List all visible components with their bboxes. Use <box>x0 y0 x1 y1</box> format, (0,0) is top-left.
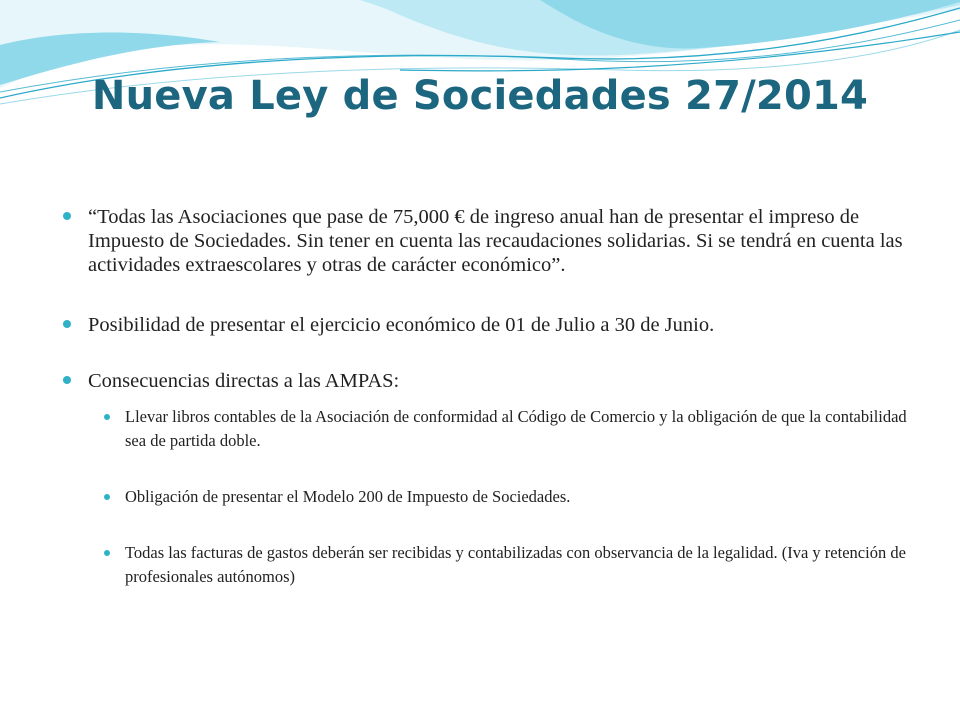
sub-bullet-item-invoices <box>60 541 920 589</box>
bullet-text: Posibilidad de presentar el ejercicio económico de 01 de Julio a 30 de Junio. <box>88 314 715 336</box>
bullet-item-consequences <box>60 369 920 393</box>
sub-bullet-text: Obligación de presentar el Modelo 200 de Impuesto de Sociedades. <box>125 487 571 506</box>
bullet-text: “Todas las Asociaciones que pase de 75,000 € de ingreso anual han de presentar el impreso de Impuesto de Sociedades. Sin tener en cuenta las recaudaciones solidarias. Si se tendrá en cuenta las actividades extraescolares y otras de carácter económico”. <box>88 206 903 276</box>
sub-bullet-item-accounting-books <box>60 405 920 453</box>
bullet-dot-icon <box>104 414 110 420</box>
bullet-dot-icon <box>63 320 71 328</box>
bullet-dot-icon <box>104 494 110 500</box>
sub-bullet-text: Llevar libros contables de la Asociación de conformidad al Código de Comercio y la obligación de que la contabilidad sea de partida doble. <box>125 407 907 450</box>
bullet-text: Consecuencias directas a las AMPAS: <box>88 370 400 392</box>
bullet-item-quote <box>60 205 920 277</box>
sub-bullet-item-model-200 <box>60 485 920 509</box>
bullet-list <box>60 205 920 589</box>
bullet-item-fiscal-year <box>60 313 920 337</box>
sub-bullet-text: Todas las facturas de gastos deberán ser recibidas y contabilizadas con observancia de la legalidad. (Iva y retención de profesionales autónomos) <box>125 543 906 586</box>
page-title: Nueva Ley de Sociedades 27/2014 <box>91 73 869 119</box>
bullet-dot-icon <box>63 212 71 220</box>
bullet-dot-icon <box>63 376 71 384</box>
bullet-dot-icon <box>104 550 110 556</box>
